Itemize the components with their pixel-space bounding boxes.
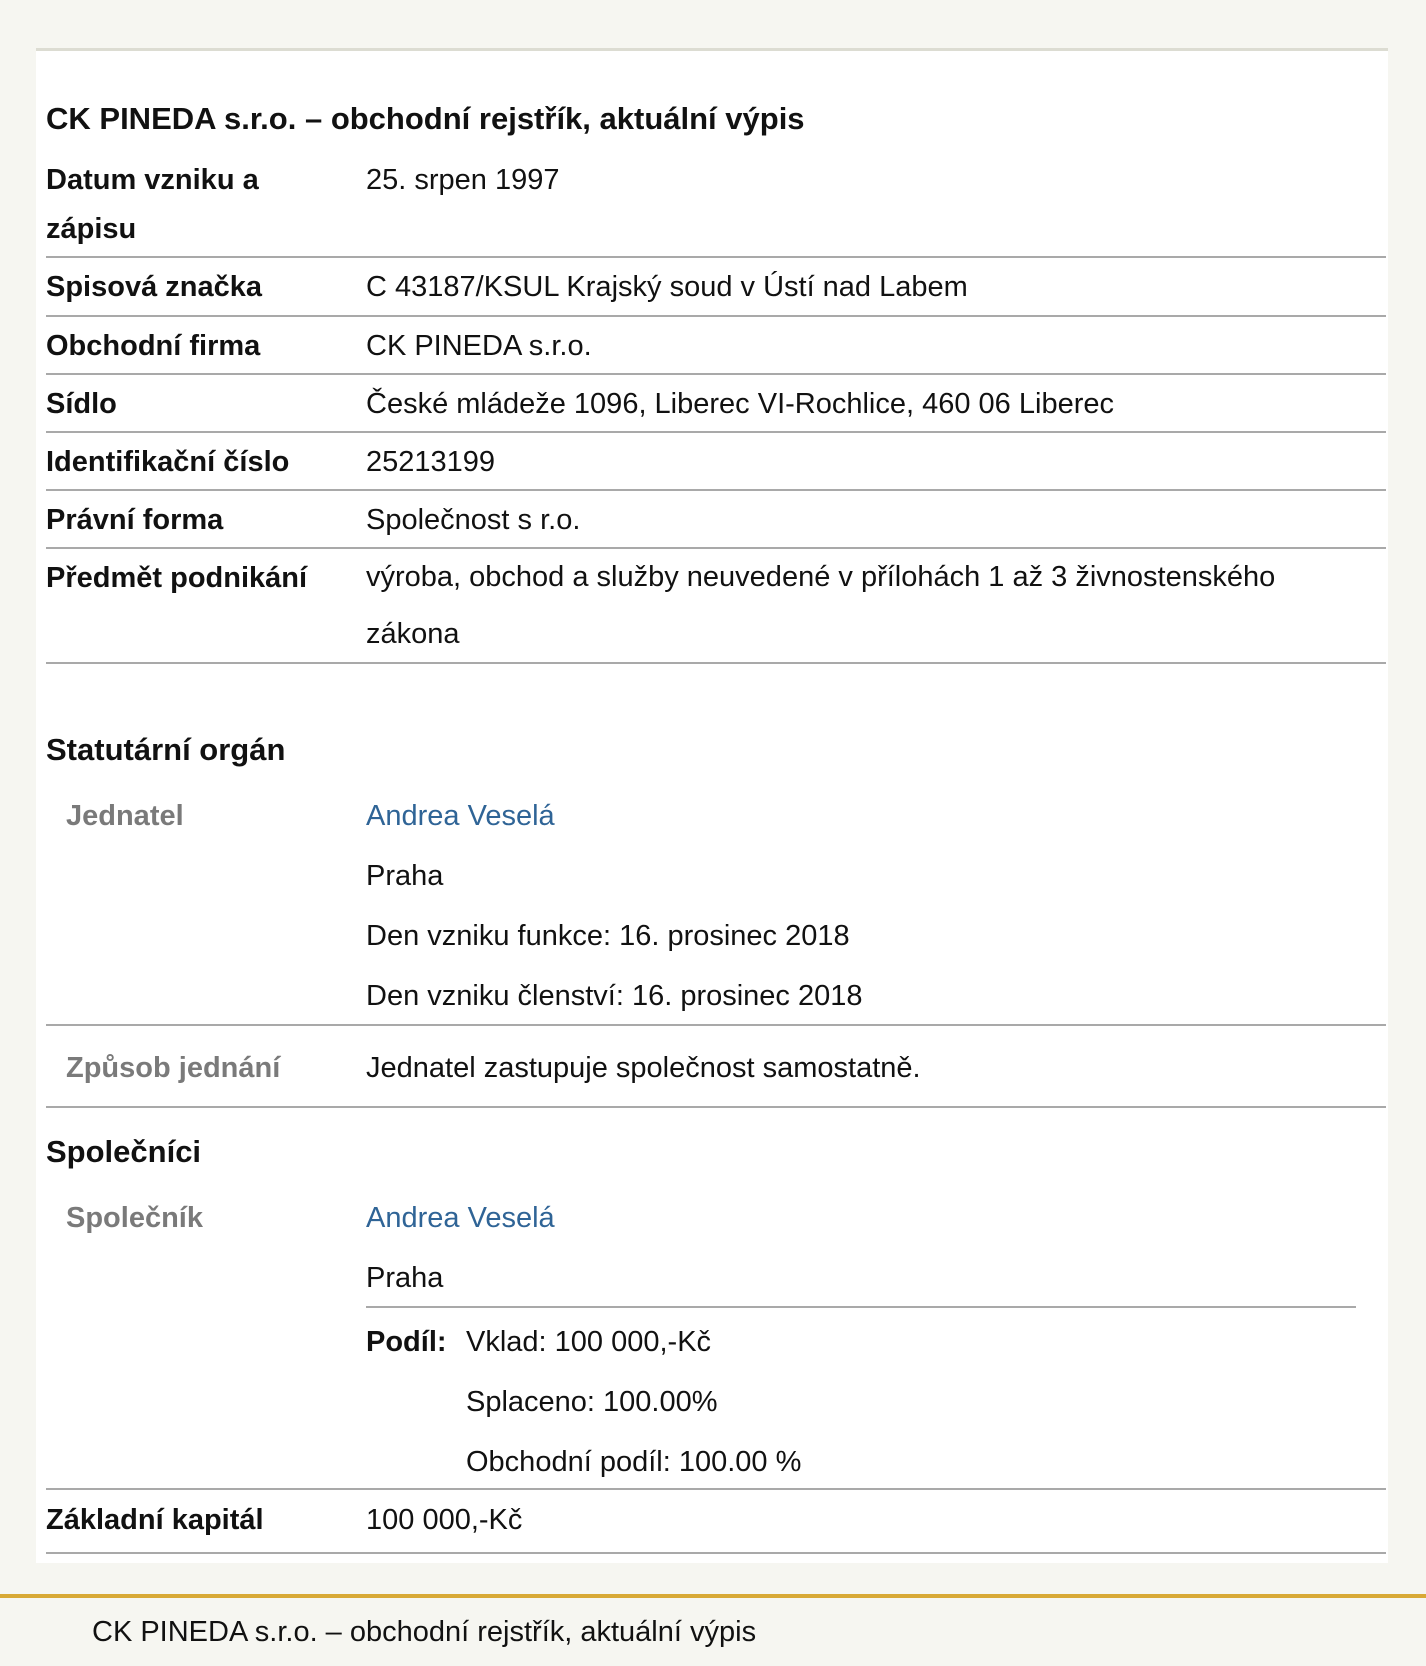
label-line-2: zápisu [46,213,137,245]
label-spisova-znacka: Spisová značka [46,271,262,303]
row-jednatel [46,786,1386,1026]
podil-label: Podíl: [366,1326,447,1358]
jednatel-city: Praha [366,860,444,892]
jednatel-name-link[interactable]: Andrea Veselá [366,800,555,832]
row-spisova-znacka [46,258,1386,317]
value-predmet-podnikani [366,549,1275,663]
value-jednatel [366,786,863,1026]
value-zpusob-jednani: Jednatel zastupuje společnost samostatně. [366,1052,921,1084]
value-datum-vzniku: 25. srpen 1997 [366,164,560,196]
podil-obchodni: Obchodní podíl: 100.00 % [466,1446,802,1478]
value-line-1: výroba, obchod a služby neuvedené v přílohách 1 až 3 živnostenského [366,561,1276,593]
value-pravni-forma: Společnost s r.o. [366,504,581,536]
value-obchodni-firma: CK PINEDA s.r.o. [366,330,592,362]
label-zpusob-jednani: Způsob jednání [66,1052,281,1084]
label-sidlo: Sídlo [46,388,117,420]
label-jednatel: Jednatel [66,800,184,832]
row-sidlo [46,375,1386,433]
podil-splaceno: Splaceno: 100.00% [466,1386,718,1418]
row-ico [46,433,1386,491]
spolecnik-city: Praha [366,1262,444,1294]
label-line-1: Datum vzniku a [46,164,259,196]
footer-text: CK PINEDA s.r.o. – obchodní rejstřík, aktuální výpis [92,1616,757,1648]
jednatel-funkce: Den vzniku funkce: 16. prosinec 2018 [366,920,850,952]
row-datum-vzniku [46,150,1386,258]
value-spisova-znacka: C 43187/KSUL Krajský soud v Ústí nad Labem [366,271,968,303]
row-predmet-podnikani [46,549,1386,664]
label-zakladni-kapital: Základní kapitál [46,1504,264,1536]
value-zakladni-kapital: 100 000,-Kč [366,1504,523,1536]
row-pravni-forma [46,491,1386,549]
row-zakladni-kapital [46,1490,1386,1554]
value-sidlo: České mládeže 1096, Liberec VI-Rochlice, 460 06 Liberec [366,388,1114,420]
spolecnik-name-link[interactable]: Andrea Veselá [366,1202,555,1234]
row-spolecnik [46,1188,1386,1490]
value-line-2: zákona [366,618,460,650]
row-obchodni-firma [46,317,1386,375]
podil-divider [366,1306,1356,1308]
page-title: CK PINEDA s.r.o. – obchodní rejstřík, aktuální výpis [46,101,805,136]
label-spolecnik: Společník [66,1202,203,1234]
section-spolecnici: Společníci [46,1134,202,1169]
label-ico: Identifikační číslo [46,446,290,478]
row-zpusob-jednani [46,1026,1386,1108]
value-ico: 25213199 [366,446,496,478]
footer-divider [0,1594,1426,1598]
jednatel-clenstvi: Den vzniku členství: 16. prosinec 2018 [366,980,863,1012]
section-statutarni-organ: Statutární orgán [46,732,286,767]
podil-vklad: Vklad: 100 000,-Kč [466,1326,712,1358]
label-datum-vzniku [46,150,259,256]
label-predmet-podnikani: Předmět podnikání [46,562,308,594]
label-obchodni-firma: Obchodní firma [46,330,261,362]
value-spolecnik [366,1188,555,1308]
label-pravni-forma: Právní forma [46,504,224,536]
